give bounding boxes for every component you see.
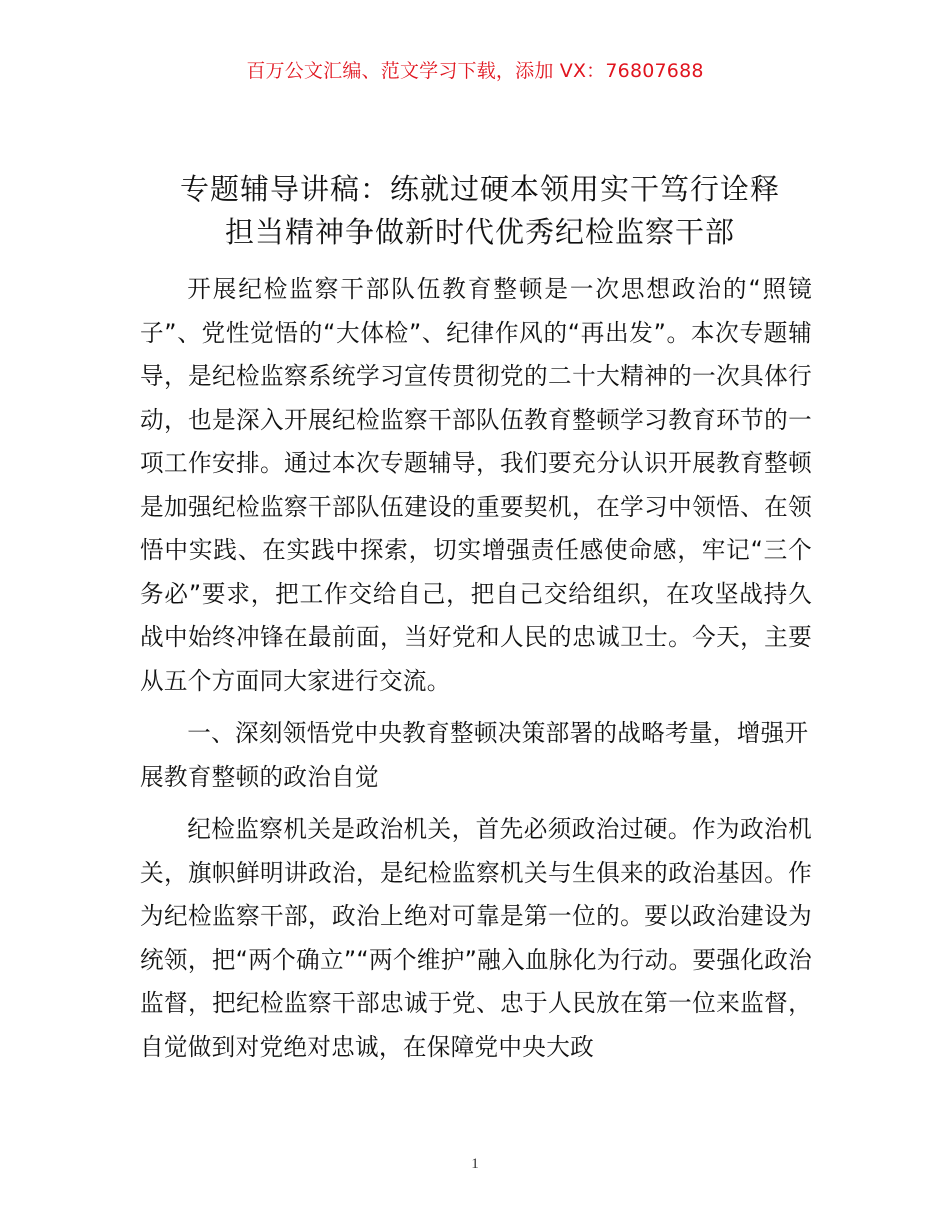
body-paragraph: 纪检监察机关是政治机关，首先必须政治过硬。作为政治机关，旗帜鲜明讲政治，是纪检监察机关与生俱来的政治基因。作为纪检监察干部，政治上绝对可靠是第一位的。要以政治建设为统领，把“两个确立”“两个维护”融入血脉化为行动。要强化政治监督，把纪检监察干部忠诚于党、忠于人民放在第一位来监督，自觉做到对党绝对忠诚，在保障党中央大政	[140, 815, 812, 1061]
section-heading-1: 一、深刻领悟党中央教育整顿决策部署的战略考量，增强开展教育整顿的政治自觉	[140, 719, 809, 791]
document-body	[140, 268, 812, 1078]
document-title	[140, 168, 820, 254]
title-line-1: 专题辅导讲稿：练就过硬本领用实干笃行诠释	[179, 172, 780, 206]
title-line-2: 担当精神争做新时代优秀纪检监察干部	[224, 215, 735, 249]
page-number: 1	[471, 1156, 479, 1172]
watermark-header: 百万公文汇编、范文学习下载，添加 VX：76807688	[246, 60, 704, 82]
intro-paragraph: 开展纪检监察干部队伍教育整顿是一次思想政治的“照镜子”、党性觉悟的“大体检”、纪律作风的“再出发”。本次专题辅导，是纪检监察系统学习宣传贯彻党的二十大精神的一次具体行动，也是深入开展纪检监察干部队伍教育整顿学习教育环节的一项工作安排。通过本次专题辅导，我们要充分认识开展教育整顿是加强纪检监察干部队伍建设的重要契机，在学习中领悟、在领悟中实践、在实践中探索，切实增强责任感使命感，牢记“三个务必”要求，把工作交给自己，把自己交给组织，在攻坚战持久战中始终冲锋在最前面，当好党和人民的忠诚卫士。今天，主要从五个方面同大家进行交流。	[140, 275, 812, 695]
